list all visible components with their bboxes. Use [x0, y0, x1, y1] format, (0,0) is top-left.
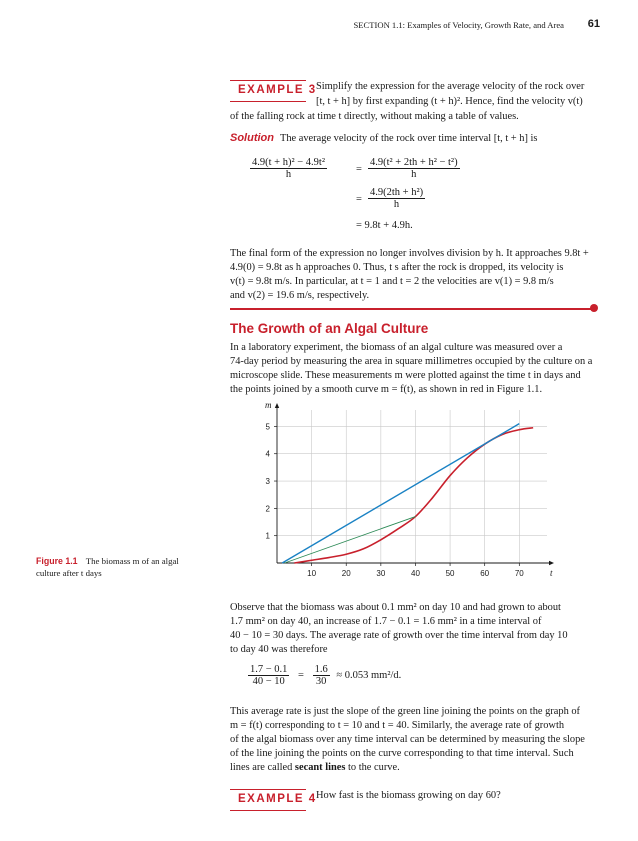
x-axis-label: t	[550, 568, 553, 578]
tangent-line	[282, 424, 519, 563]
rate-result: ≈ 0.053 mm²/d.	[336, 669, 402, 681]
figure-caption	[36, 555, 206, 579]
section-rule-dot	[590, 304, 598, 312]
example-4-label: EXAMPLE 4	[238, 793, 317, 805]
secant-lines-term: secant lines	[294, 762, 346, 773]
running-header-section: SECTION 1.1: Examples of Velocity, Growth Rate, and Area	[353, 20, 564, 30]
section-intro	[230, 341, 600, 397]
rate-eq-sign: =	[298, 669, 304, 681]
intro-line-1: In a laboratory experiment, the biomass of an algal culture was measured over a	[230, 342, 563, 353]
y-tick-label-2: 2	[265, 504, 270, 514]
example-4-bottom-rule	[230, 810, 306, 811]
average-paragraph	[230, 705, 600, 775]
observe-line-1: Observe that the biomass was about 0.1 mm² on day 10 and had grown to about	[230, 602, 561, 613]
x-tick-label-50: 50	[445, 569, 455, 578]
example-3-line-1: Simplify the expression for the average velocity of the rock over	[316, 81, 585, 92]
observe-line-4: to day 40 was therefore	[230, 644, 328, 655]
y-axis-label: m	[265, 400, 272, 410]
average-line-3: of the algal biomass over any time interval can be determined by measuring the slope	[230, 734, 585, 745]
eq-fraction-3-wrap	[368, 187, 425, 210]
average-line-2: m = f(t) corresponding to t = 10 and t = 40. Similarly, the average rate of growth	[230, 720, 565, 731]
example-3-line-3: of the falling rock at time t directly, without making a table of values.	[230, 111, 519, 122]
x-tick-label-30: 30	[376, 569, 386, 578]
x-tick-label-70: 70	[514, 569, 524, 578]
section-rule	[230, 308, 592, 310]
final-line-4: and v(2) = 19.6 m/s, respectively.	[230, 290, 370, 301]
final-paragraph	[230, 247, 600, 303]
eq-sign-2: =	[356, 194, 362, 205]
observe-line-3: 40 − 10 = 30 days. The average rate of growth over the time interval from day 10	[230, 630, 568, 641]
eq-fraction-1: $\frac{\text{4.9(t + h)² − 4.9t²}}{h}$	[252, 157, 325, 180]
average-line-4: of the line joining the points on the curve corresponding to that time interval. Such	[230, 748, 574, 759]
rate-fraction-1: $\frac{1.7 - 0.1}{40 - 10}$	[250, 664, 288, 687]
x-axis-arrow	[549, 561, 554, 565]
page-number: 61	[587, 18, 600, 30]
solution-equation	[250, 157, 327, 180]
eq-fraction-2: $\frac{\text{4.9(t² + 2th + h² − t²)}}{h}$	[370, 157, 458, 180]
biomass-curve	[294, 428, 533, 563]
example-4-text: How fast is the biomass growing on day 60?	[316, 790, 501, 801]
y-tick-label-3: 3	[265, 477, 270, 487]
example-3-line-2: [t, t + h] by first expanding (t + h)². Hence, find the velocity v(t)	[316, 96, 583, 107]
figure-caption-line-2: culture after t days	[36, 568, 102, 578]
x-tick-label-20: 20	[341, 569, 351, 578]
eq-sign-1: =	[356, 164, 362, 175]
intro-line-3: microscope slide. These measurements m were plotted against the time t in days and	[230, 370, 581, 381]
rate-fraction-2: $\frac{1.6}{30}$	[314, 664, 328, 687]
final-line-1: The final form of the expression no longer involves division by h. It approaches 9.8t +	[230, 248, 589, 259]
final-line-3: v(t) = 9.8t m/s. In particular, at t = 1 and t = 2 the velocities are v(1) = 9.8 m/s	[230, 276, 554, 287]
average-line-5: lines are called secant lines to the curve.	[230, 762, 400, 773]
chart-series	[282, 424, 533, 563]
chart-ticks	[266, 422, 525, 578]
observe-paragraph	[230, 601, 600, 657]
intro-line-4: the points joined by a smooth curve m = f(t), as shown in red in Figure 1.1.	[230, 384, 543, 395]
solution-label: Solution	[230, 132, 274, 144]
x-tick-label-40: 40	[411, 569, 420, 578]
solution-text: The average velocity of the rock over time interval [t, t + h] is	[280, 133, 538, 144]
example-3-top-rule	[230, 80, 306, 81]
y-tick-label-5: 5	[265, 422, 270, 432]
eq-line-4: = 9.8t + 4.9h.	[356, 220, 413, 231]
final-line-2: 4.9(0) = 9.8t as h approaches 0. Thus, t s after the rock is dropped, its velocity is	[230, 262, 564, 273]
x-tick-label-60: 60	[480, 569, 490, 578]
eq-fraction-3: $\frac{\text{4.9(2th + h²)}}{h}$	[370, 187, 424, 210]
figure-label: Figure 1.1	[36, 556, 78, 566]
figure-caption-line-1: The biomass m of an algal	[85, 556, 179, 566]
y-axis-arrow	[275, 403, 279, 408]
y-tick-label-4: 4	[265, 449, 270, 459]
intro-line-2: 74-day period by measuring the area in square millimetres occupied by the culture on a	[230, 356, 593, 367]
rate-equation	[248, 664, 401, 687]
section-title: The Growth of an Algal Culture	[230, 321, 429, 336]
x-tick-label-10: 10	[307, 569, 317, 578]
example-4-top-rule	[230, 789, 306, 790]
example-3-bottom-rule	[230, 101, 306, 102]
observe-line-2: 1.7 mm² on day 40, an increase of 1.7 − 0.1 = 1.6 mm² in a time interval of	[230, 616, 542, 627]
example-3-label: EXAMPLE 3	[238, 84, 317, 96]
eq-fraction-2-wrap	[368, 157, 460, 180]
biomass-chart	[255, 400, 555, 585]
y-tick-label-1: 1	[265, 531, 270, 541]
average-line-1: This average rate is just the slope of the green line joining the points on the graph of	[230, 706, 581, 717]
